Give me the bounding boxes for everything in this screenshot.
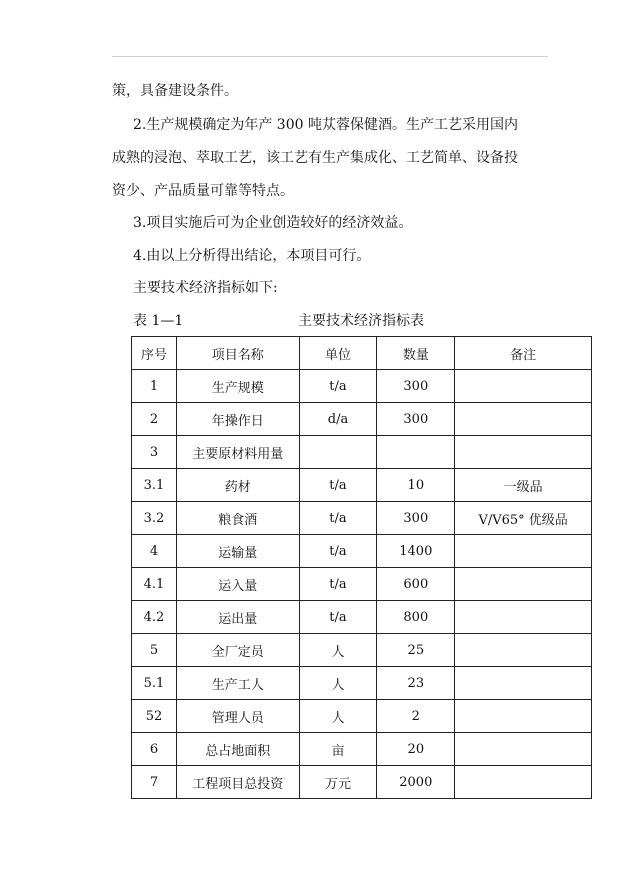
paragraph-line-1: 策，具备建设条件。	[112, 83, 238, 99]
table-title: 主要技术经济指标表	[298, 313, 424, 329]
cell-quantity: 2	[377, 700, 455, 733]
cell-index: 2	[132, 403, 177, 436]
cell-unit: t/a	[299, 370, 377, 403]
cell-quantity: 800	[377, 601, 455, 634]
header-remarks: 备注	[455, 337, 592, 370]
cell-quantity: 23	[377, 667, 455, 700]
cell-unit: 人	[299, 700, 377, 733]
cell-remarks	[455, 634, 592, 667]
header-quantity: 数量	[377, 337, 455, 370]
cell-remarks	[455, 370, 592, 403]
cell-quantity: 20	[377, 733, 455, 766]
cell-unit: t/a	[299, 469, 377, 502]
cell-index: 6	[132, 733, 177, 766]
cell-unit: 亩	[299, 733, 377, 766]
header-item-name: 项目名称	[176, 337, 299, 370]
cell-unit: d/a	[299, 403, 377, 436]
cell-unit: t/a	[299, 502, 377, 535]
cell-item-name: 运入量	[176, 568, 299, 601]
cell-quantity: 300	[377, 403, 455, 436]
cell-remarks	[455, 700, 592, 733]
cell-remarks: V/V65° 优级品	[455, 502, 592, 535]
cell-item-name: 全厂定员	[176, 634, 299, 667]
cell-quantity: 1400	[377, 535, 455, 568]
cell-remarks	[455, 403, 592, 436]
cell-item-name: 生产规模	[176, 370, 299, 403]
cell-remarks: 一级品	[455, 469, 592, 502]
table-row	[132, 700, 592, 733]
paragraph-line-3: 成熟的浸泡、萃取工艺，该工艺有生产集成化、工艺简单、设备投	[112, 150, 518, 166]
cell-unit: t/a	[299, 601, 377, 634]
cell-item-name: 主要原材料用量	[176, 436, 299, 469]
cell-quantity: 25	[377, 634, 455, 667]
cell-quantity	[377, 436, 455, 469]
cell-index: 5	[132, 634, 177, 667]
indicator-table	[131, 336, 592, 799]
cell-index: 52	[132, 700, 177, 733]
header-index: 序号	[132, 337, 177, 370]
cell-remarks	[455, 601, 592, 634]
cell-unit: 人	[299, 634, 377, 667]
cell-item-name: 管理人员	[176, 700, 299, 733]
table-row	[132, 535, 592, 568]
cell-remarks	[455, 667, 592, 700]
cell-item-name: 运输量	[176, 535, 299, 568]
table-row	[132, 667, 592, 700]
cell-index: 1	[132, 370, 177, 403]
paragraph-line-2: 2.生产规模确定为年产 300 吨苁蓉保健酒。生产工艺采用国内	[133, 117, 518, 133]
cell-index: 3.2	[132, 502, 177, 535]
header-rule	[112, 56, 548, 57]
cell-index: 4.2	[132, 601, 177, 634]
cell-remarks	[455, 733, 592, 766]
table-header-row	[132, 337, 592, 370]
cell-item-name: 生产工人	[176, 667, 299, 700]
cell-quantity: 600	[377, 568, 455, 601]
cell-index: 4	[132, 535, 177, 568]
cell-remarks	[455, 535, 592, 568]
paragraph-line-6: 4.由以上分析得出结论，本项目可行。	[133, 248, 371, 264]
cell-remarks	[455, 568, 592, 601]
cell-index: 3.1	[132, 469, 177, 502]
table-row	[132, 469, 592, 502]
cell-index: 4.1	[132, 568, 177, 601]
cell-item-name: 药材	[176, 469, 299, 502]
table-row	[132, 403, 592, 436]
cell-quantity: 300	[377, 370, 455, 403]
cell-quantity: 10	[377, 469, 455, 502]
table-row	[132, 370, 592, 403]
paragraph-line-5: 3.项目实施后可为企业创造较好的经济效益。	[133, 215, 413, 231]
table-row	[132, 568, 592, 601]
cell-unit: 万元	[299, 766, 377, 799]
cell-unit	[299, 436, 377, 469]
table-row	[132, 502, 592, 535]
cell-unit: t/a	[299, 535, 377, 568]
header-unit: 单位	[299, 337, 377, 370]
table-row	[132, 436, 592, 469]
cell-quantity: 2000	[377, 766, 455, 799]
cell-quantity: 300	[377, 502, 455, 535]
cell-index: 5.1	[132, 667, 177, 700]
table-row	[132, 733, 592, 766]
table-row	[132, 601, 592, 634]
cell-item-name: 总占地面积	[176, 733, 299, 766]
cell-unit: t/a	[299, 568, 377, 601]
table-row	[132, 634, 592, 667]
table-label: 表 1—1	[133, 313, 184, 329]
paragraph-line-7: 主要技术经济指标如下:	[133, 280, 278, 296]
cell-unit: 人	[299, 667, 377, 700]
cell-remarks	[455, 436, 592, 469]
table-row	[132, 766, 592, 799]
cell-item-name: 工程项目总投资	[176, 766, 299, 799]
cell-remarks	[455, 766, 592, 799]
paragraph-line-4: 资少、产品质量可靠等特点。	[112, 183, 294, 199]
cell-item-name: 运出量	[176, 601, 299, 634]
cell-index: 7	[132, 766, 177, 799]
cell-item-name: 年操作日	[176, 403, 299, 436]
cell-item-name: 粮食酒	[176, 502, 299, 535]
cell-index: 3	[132, 436, 177, 469]
